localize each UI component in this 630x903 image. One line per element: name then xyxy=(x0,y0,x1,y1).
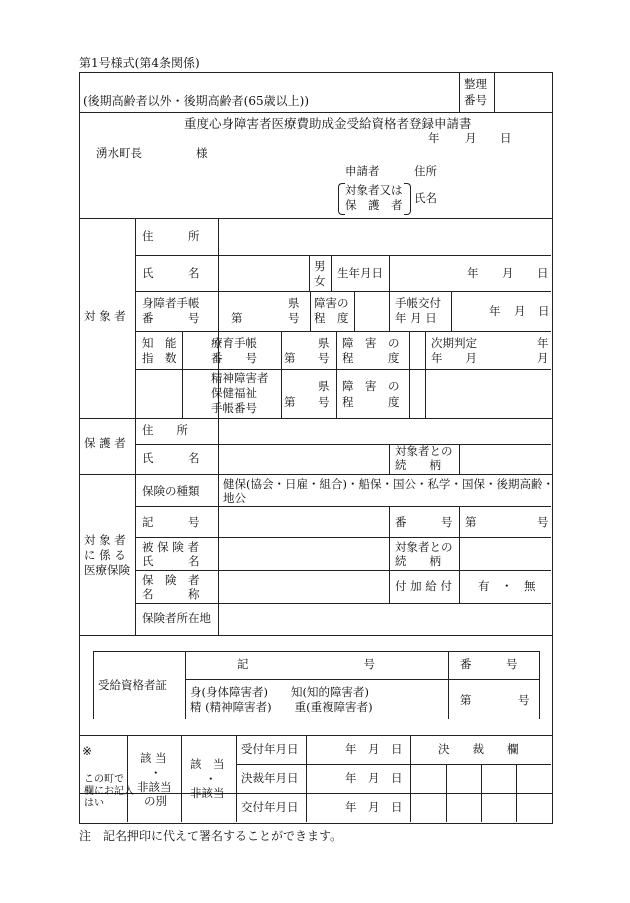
jiki-label-2: 年 月 xyxy=(431,351,477,365)
kofu-label-2: 年 月 日 xyxy=(395,311,437,325)
gaito1-2: ・ xyxy=(150,766,162,780)
hokensha-label-1: 保 険 者 xyxy=(142,573,200,587)
hihoken-label-1: 被 保 険 者 xyxy=(142,540,199,554)
kofu-month: 月 xyxy=(514,304,526,318)
shogai3-label-1: 障 害 の xyxy=(342,379,400,393)
kofu-label-1: 手帳交付 xyxy=(395,296,441,310)
chino-label-2: 指 数 xyxy=(142,351,177,365)
shintai-dai: 第 xyxy=(231,311,243,325)
shintai-ken: 県 xyxy=(288,296,300,310)
insurance-types-2[interactable]: 地公 xyxy=(223,491,246,505)
date-day: 日 xyxy=(500,131,512,145)
applicant-name-label: 氏名 xyxy=(414,191,437,205)
seishin-dai: 第 xyxy=(284,395,296,409)
certificate-kigo: 記 号 xyxy=(237,657,375,671)
addressee: 湧水町長 xyxy=(96,146,142,160)
subject-name-input[interactable] xyxy=(219,256,308,290)
certificate-cat-2[interactable]: 精 (精神障害者) 重(重複障害者) xyxy=(190,700,373,714)
uketsuke-ymd: 年 月 日 xyxy=(345,742,403,756)
insurance-bango-label: 番 号 xyxy=(395,515,453,529)
brace-line-1: 対象者又は xyxy=(345,183,403,197)
hokensha-label-2: 名 称 xyxy=(142,587,200,601)
fuka-kyufu-label: 付 加 給 付 xyxy=(395,579,452,593)
insurance-kigo-label: 記 号 xyxy=(142,515,200,529)
footnote: 注 記名押印に代えて署名することができます。 xyxy=(79,829,343,843)
umu-option[interactable]: 有 ・ 無 xyxy=(478,579,536,593)
guardian-relation-2: 続 柄 xyxy=(395,458,441,472)
shogai-label-2: 程 度 xyxy=(314,311,349,325)
shogai-label-1: 障害の xyxy=(314,296,349,310)
seishin-go: 号 xyxy=(318,395,330,409)
classification: (後期高齢者以外・後期高齢者(65歳以上)) xyxy=(83,94,309,108)
insurance-types-1[interactable]: 健保(協会・日雇・組合)・船保・国公・私学・国保・後期高齢・ xyxy=(223,477,554,491)
gaito1-3: 非該当 xyxy=(137,780,172,794)
jiki-year: 年 xyxy=(537,336,549,350)
kessai-ymd: 年 月 日 xyxy=(345,771,403,785)
kofu-ymd: 年 月 日 xyxy=(345,800,403,814)
certificate-label: 受給資格者証 xyxy=(98,678,167,692)
guardian-address-label: 住 所 xyxy=(142,423,188,437)
guardian-name-label: 氏 名 xyxy=(142,451,200,465)
subject-section-label: 対 象 者 xyxy=(84,309,126,323)
gaito1-4: の別 xyxy=(144,794,167,808)
date-month: 月 xyxy=(465,131,477,145)
applicant-address-label: 住所 xyxy=(414,164,437,178)
seishin-ken: 県 xyxy=(318,379,330,393)
chino-label-1: 知 能 xyxy=(142,336,177,350)
uketsuke-label: 受付年月日 xyxy=(241,742,299,756)
insurance-go: 号 xyxy=(537,515,549,529)
ryoiku-ken: 県 xyxy=(318,336,330,350)
kofu-day: 日 xyxy=(538,304,550,318)
insurance-relation-1: 対象者との xyxy=(395,540,453,554)
kofu-year: 年 xyxy=(489,304,501,318)
office-note-1: この町で xyxy=(84,774,124,785)
insurance-section-1: 対 象 者 xyxy=(84,533,126,547)
seiri-label-2: 番号 xyxy=(464,93,487,107)
guardian-relation-1: 対象者との xyxy=(395,444,453,458)
seishin-label-1: 精神障害者 xyxy=(211,371,269,385)
certificate-cat-1[interactable]: 身(身体障害者) 知(知的障害者) xyxy=(190,685,369,699)
seishin-label-3: 手帳番号 xyxy=(211,401,257,415)
certificate-dai: 第 xyxy=(460,693,472,707)
insurance-dai: 第 xyxy=(465,515,477,529)
birth-year: 年 xyxy=(467,266,479,280)
ryoiku-go: 号 xyxy=(318,351,330,365)
shintai-label-2: 番 号 xyxy=(142,311,200,325)
ryoiku-dai: 第 xyxy=(284,351,296,365)
subject-address-input[interactable] xyxy=(219,219,550,254)
certificate-bango: 番 号 xyxy=(460,657,518,671)
gaito1-1: 該 当 xyxy=(140,751,167,765)
gaito2-3: 非該当 xyxy=(190,786,225,800)
ryoiku-label-2: 番 号 xyxy=(211,351,257,365)
insurance-section-3: 医療保険 xyxy=(84,563,130,577)
seiri-label-1: 整理 xyxy=(464,77,487,91)
birthdate-label: 生年月日 xyxy=(337,266,383,280)
applicant-label: 申請者 xyxy=(345,164,380,178)
shogai2-label-2: 程 度 xyxy=(342,351,400,365)
birth-day: 日 xyxy=(537,266,549,280)
shogai2-label-1: 障 害 の xyxy=(342,336,400,350)
office-note-2: 欄にお記入 xyxy=(84,786,134,797)
guardian-section-label: 保 護 者 xyxy=(84,436,126,450)
gender-male[interactable]: 男 xyxy=(314,259,326,273)
form-id: 第1号様式(第4条関係) xyxy=(79,56,200,70)
brace-line-2: 保 護 者 xyxy=(345,198,403,212)
insurance-type-label: 保険の種類 xyxy=(142,484,200,498)
ryoiku-label-1: 療育手帳 xyxy=(211,336,257,350)
kessai-label: 決裁年月日 xyxy=(241,771,299,785)
gaito2-1: 該 当 xyxy=(190,757,225,771)
office-note-3: はい xyxy=(84,798,104,809)
office-mark: ※ xyxy=(82,744,93,758)
insurer-address-label: 保険者所在地 xyxy=(142,611,211,625)
subject-name-label: 氏 名 xyxy=(142,266,200,280)
jiki-month: 月 xyxy=(537,351,549,365)
shintai-label-1: 身障者手帳 xyxy=(142,296,200,310)
insurance-relation-2: 続 柄 xyxy=(395,554,441,568)
gaito2-2: ・ xyxy=(205,772,217,786)
certificate-go: 号 xyxy=(518,693,530,707)
jiki-label-1: 次期判定 xyxy=(431,336,477,350)
shintai-go: 号 xyxy=(288,311,300,325)
insurance-section-2: に 係 る xyxy=(84,548,126,562)
kofu-label: 交付年月日 xyxy=(241,800,299,814)
page-title: 重度心身障害者医療費助成金受給資格者登録申請書 xyxy=(184,116,472,131)
gender-female[interactable]: 女 xyxy=(314,274,326,288)
hihoken-label-2: 氏 名 xyxy=(142,554,200,568)
addressee-sama: 様 xyxy=(196,146,208,160)
shogai3-label-2: 程 度 xyxy=(342,395,400,409)
birth-month: 月 xyxy=(502,266,514,280)
seishin-label-2: 保健福祉 xyxy=(211,386,257,400)
date-year: 年 xyxy=(428,131,440,145)
kessai-ran-label: 決 裁 欄 xyxy=(438,742,519,756)
subject-address-label: 住 所 xyxy=(142,229,200,243)
